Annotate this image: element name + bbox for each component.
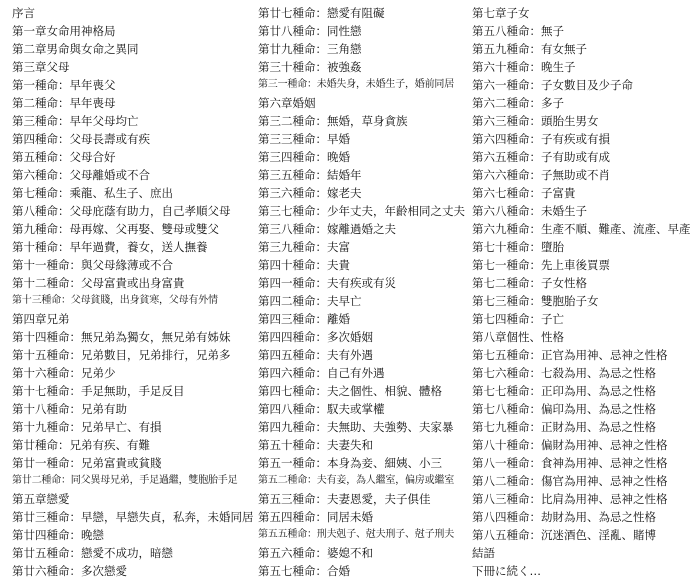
toc-entry: 第六一種命：子女數目及少子命 bbox=[472, 78, 633, 92]
toc-entry: 第十九種命：兄弟早亡、有損 bbox=[12, 420, 162, 434]
toc-entry: 下冊に続く… bbox=[472, 564, 541, 578]
toc-entry: 第五五種命：刑夫剋子、尅夫刑子、尅子刑夫 bbox=[258, 529, 454, 540]
toc-entry: 第八四種命：劫財為用、為忌之性格 bbox=[472, 510, 656, 524]
toc-entry: 第六十種命：晚生子 bbox=[472, 60, 576, 74]
toc-entry: 第七五種命：正官為用神、忌神之性格 bbox=[472, 348, 668, 362]
toc-entry: 第七章子女 bbox=[472, 6, 530, 20]
toc-entry: 第二種命：早年喪母 bbox=[12, 96, 116, 110]
toc-entry: 第廿九種命：三角戀 bbox=[258, 42, 362, 56]
toc-entry: 第三六種命：嫁老夫 bbox=[258, 186, 362, 200]
toc-entry: 第五十種命：夫妻失和 bbox=[258, 438, 373, 452]
toc-entry: 結語 bbox=[472, 546, 495, 560]
toc-entry: 第六六種命：子無助或不肖 bbox=[472, 168, 610, 182]
toc-entry: 第三種命：早年父母均亡 bbox=[12, 114, 139, 128]
toc-entry: 第八一種命：食神為用神、忌神之性格 bbox=[472, 456, 668, 470]
toc-entry: 第五二種命：夫有妾，為人繼室，偏房或繼室 bbox=[258, 475, 454, 486]
toc-entry: 第三四種命：晚婚 bbox=[258, 150, 350, 164]
toc-entry: 第七二種命：子女性格 bbox=[472, 276, 587, 290]
toc-entry: 第廿一種命：兄弟富貴或貧賤 bbox=[12, 456, 162, 470]
toc-entry: 第五三種命：夫妻恩愛，夫子俱佳 bbox=[258, 492, 431, 506]
toc-entry: 第六八種命：未婚生子 bbox=[472, 204, 587, 218]
toc-entry: 第六五種命：子有助或有成 bbox=[472, 150, 610, 164]
toc-entry: 第四二種命：夫早亡 bbox=[258, 294, 362, 308]
toc-entry: 第三二種命：無婚，草身貪族 bbox=[258, 114, 408, 128]
toc-entry: 第四十種命：夫貴 bbox=[258, 258, 350, 272]
toc-entry: 第廿七種命：戀愛有阻礙 bbox=[258, 6, 385, 20]
toc-entry: 第一章女命用神格局 bbox=[12, 24, 116, 38]
toc-entry: 第六四種命：子有疾或有損 bbox=[472, 132, 610, 146]
toc-entry: 第三五種命：結婚年 bbox=[258, 168, 362, 182]
toc-entry: 第五種命：父母合好 bbox=[12, 150, 116, 164]
toc-entry: 第廿四種命：晚戀 bbox=[12, 528, 104, 542]
toc-entry: 第三九種命：夫富 bbox=[258, 240, 350, 254]
toc-entry: 第四六種命：自己有外遇 bbox=[258, 366, 385, 380]
toc-entry: 第三三種命：早婚 bbox=[258, 132, 350, 146]
toc-entry: 第七四種命：子亡 bbox=[472, 312, 564, 326]
toc-entry: 第八二種命：傷官為用神、忌神之性格 bbox=[472, 474, 668, 488]
toc-entry: 第三章父母 bbox=[12, 60, 70, 74]
toc-entry: 第八十種命：偏財為用神、忌神之性格 bbox=[472, 438, 668, 452]
toc-entry: 第五七種命：合婚 bbox=[258, 564, 350, 578]
toc-entry: 第五章戀愛 bbox=[12, 492, 70, 506]
toc-entry: 第七一種命：先上車後買票 bbox=[472, 258, 610, 272]
toc-entry: 第二章男命與女命之異同 bbox=[12, 42, 139, 56]
toc-entry: 第五一種命：本身為妾、細姨、小三 bbox=[258, 456, 442, 470]
toc-entry: 第四一種命：夫有疾或有災 bbox=[258, 276, 396, 290]
toc-entry: 第四八種命：馭夫或掌權 bbox=[258, 402, 385, 416]
toc-entry: 第九種命：母再嫁、父再娶、雙母或雙父 bbox=[12, 222, 219, 236]
toc-entry: 第四五種命：夫有外遇 bbox=[258, 348, 373, 362]
toc-entry: 第十一種命：與父母緣薄或不合 bbox=[12, 258, 173, 272]
toc-entry: 第八種命：父母庇蔭有助力，自己孝順父母 bbox=[12, 204, 231, 218]
toc-entry: 第六七種命：子富貴 bbox=[472, 186, 576, 200]
toc-entry: 第廿八種命：同性戀 bbox=[258, 24, 362, 38]
toc-entry: 第六二種命：多子 bbox=[472, 96, 564, 110]
toc-entry: 第六九種命：生產不順、難產、流產、早產 bbox=[472, 222, 691, 236]
toc-entry: 第七種命：乘龍、私生子、庶出 bbox=[12, 186, 173, 200]
toc-entry: 第四三種命：離婚 bbox=[258, 312, 350, 326]
toc-column-2 bbox=[258, 4, 468, 580]
toc-column-3 bbox=[472, 4, 691, 580]
toc-entry: 第八章個性、性格 bbox=[472, 330, 564, 344]
toc-entry: 序言 bbox=[12, 6, 35, 20]
toc-entry: 第十八種命：兄弟有助 bbox=[12, 402, 127, 416]
toc-entry: 第四四種命：多次婚姻 bbox=[258, 330, 373, 344]
toc-entry: 第三十種命：被強姦 bbox=[258, 60, 362, 74]
toc-entry: 第六三種命：頭胎生男女 bbox=[472, 114, 599, 128]
toc-entry: 第五六種命：婆媳不和 bbox=[258, 546, 373, 560]
toc-entry: 第十二種命：父母富貴或出身富貴 bbox=[12, 276, 185, 290]
toc-entry: 第廿三種命：早戀，早戀失貞，私奔，未婚同居 bbox=[12, 510, 254, 524]
toc-entry: 第三八種命：嫁離過婚之夫 bbox=[258, 222, 396, 236]
toc-entry: 第十三種命：父母貧賤，出身貧寒，父母有外情 bbox=[12, 295, 218, 306]
toc-entry: 第八五種命：沉迷酒色、淫亂、賭博 bbox=[472, 528, 656, 542]
toc-entry: 第八三種命：比肩為用神、忌神之性格 bbox=[472, 492, 668, 506]
toc-entry: 第三七種命：少年丈夫，年齡相同之丈夫 bbox=[258, 204, 465, 218]
toc-entry: 第七八種命：偏印為用、為忌之性格 bbox=[472, 402, 656, 416]
toc-entry: 第七七種命：正印為用、為忌之性格 bbox=[472, 384, 656, 398]
toc-entry: 第三一種命：未婚失身，未婚生子，婚前同居 bbox=[258, 79, 454, 90]
toc-entry: 第四九種命：夫無助、夫強勢、夫家暴 bbox=[258, 420, 454, 434]
toc-entry: 第廿種命：兄弟有疾、有難 bbox=[12, 438, 150, 452]
toc-entry: 第十四種命：無兄弟為獨女，無兄弟有姊妹 bbox=[12, 330, 231, 344]
toc-entry: 第廿二種命：同父異母兄弟，手足過繼，雙胞胎手足 bbox=[12, 475, 238, 486]
toc-entry: 第五四種命：同居未婚 bbox=[258, 510, 373, 524]
toc-entry: 第廿六種命：多次戀愛 bbox=[12, 564, 127, 578]
toc-entry: 第廿五種命：戀愛不成功，暗戀 bbox=[12, 546, 173, 560]
toc-entry: 第十五種命：兄弟數目，兄弟排行，兄弟多 bbox=[12, 348, 231, 362]
toc-entry: 第十七種命：手足無助，手足反目 bbox=[12, 384, 185, 398]
toc-entry: 第五八種命：無子 bbox=[472, 24, 564, 38]
toc-entry: 第十種命：早年過費，養女，送人撫養 bbox=[12, 240, 208, 254]
toc-entry: 第四七種命：夫之個性、相貌、體格 bbox=[258, 384, 442, 398]
toc-entry: 第四章兄弟 bbox=[12, 312, 70, 326]
toc-entry: 第七九種命：正財為用、為忌之性格 bbox=[472, 420, 656, 434]
toc-entry: 第一種命：早年喪父 bbox=[12, 78, 116, 92]
toc-entry: 第七十種命：墮胎 bbox=[472, 240, 564, 254]
toc-entry: 第十六種命：兄弟少 bbox=[12, 366, 116, 380]
toc-entry: 第六種命：父母離婚或不合 bbox=[12, 168, 150, 182]
toc-column-1 bbox=[12, 4, 254, 580]
toc-entry: 第五九種命：有女無子 bbox=[472, 42, 587, 56]
toc-entry: 第四種命：父母長壽或有疾 bbox=[12, 132, 150, 146]
toc-entry: 第七六種命：七殺為用、為忌之性格 bbox=[472, 366, 656, 380]
toc-entry: 第六章婚姻 bbox=[258, 96, 316, 110]
toc-entry: 第七三種命：雙胞胎子女 bbox=[472, 294, 599, 308]
